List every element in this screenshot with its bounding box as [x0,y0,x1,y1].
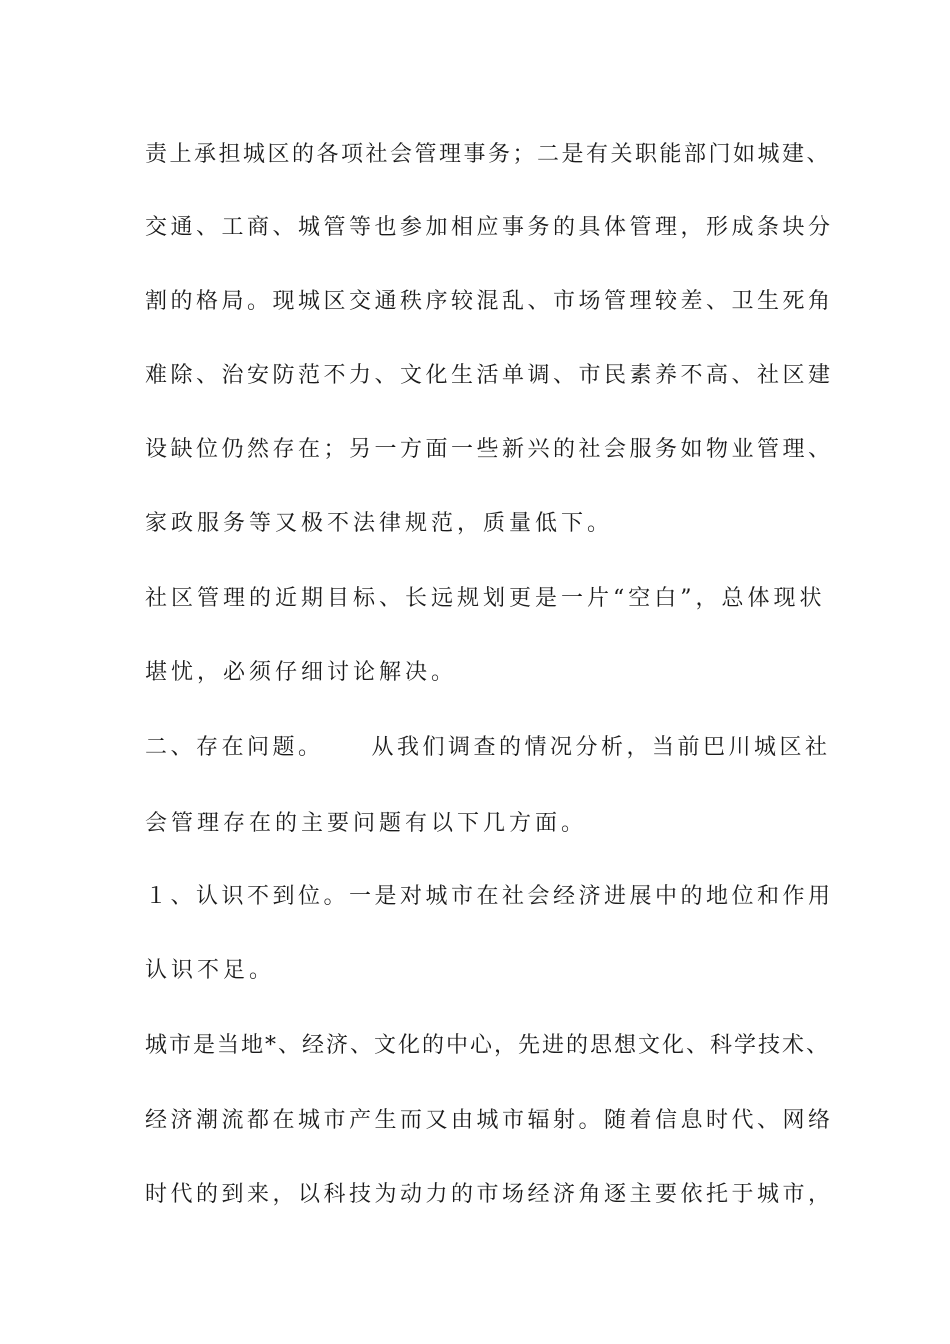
text-line-13: 城市是当地*、经济、文化的中心，先进的思想文化、科学技术、 [145,1033,831,1058]
text-line-7: 社区管理的近期目标、长远规划更是一片“空白”，总体现状 [145,586,826,611]
text-line-11: １、认识不到位。一是对城市在社会经济进展中的地位和作用 [145,884,834,909]
text-line-6: 家政服务等又极不法律规范，质量低下。 [145,511,614,536]
text-line-14: 经济潮流都在城市产生而又由城市辐射。随着信息时代、网络 [145,1108,834,1133]
text-line-4: 难除、治安防范不力、文化生活单调、市民素养不高、社区建 [145,363,834,388]
text-line-1: 责上承担城区的各项社会管理事务；二是有关职能部门如城建、 [145,142,832,167]
section-line [145,733,835,763]
text-line-15: 时代的到来，以科技为动力的市场经济角逐主要依托于城市， [145,1182,834,1207]
text-line-8: 堪忧，必须仔细讨论解决。 [145,660,458,685]
text-line-3: 割的格局。现城区交通秩序较混乱、市场管理较差、卫生死角 [145,289,834,314]
section-heading: 二、存在问题。 [145,735,324,760]
text-line-12: 认识不足。 [145,958,276,983]
text-line-2: 交通、工商、城管等也参加相应事务的具体管理，形成条块分 [145,215,834,240]
text-line-10: 会管理存在的主要问题有以下几方面。 [145,811,588,836]
text-line-5: 设缺位仍然存在；另一方面一些新兴的社会服务如物业管理、 [145,437,834,462]
section-intro: 从我们调查的情况分析，当前巴川城区社 [371,735,831,760]
